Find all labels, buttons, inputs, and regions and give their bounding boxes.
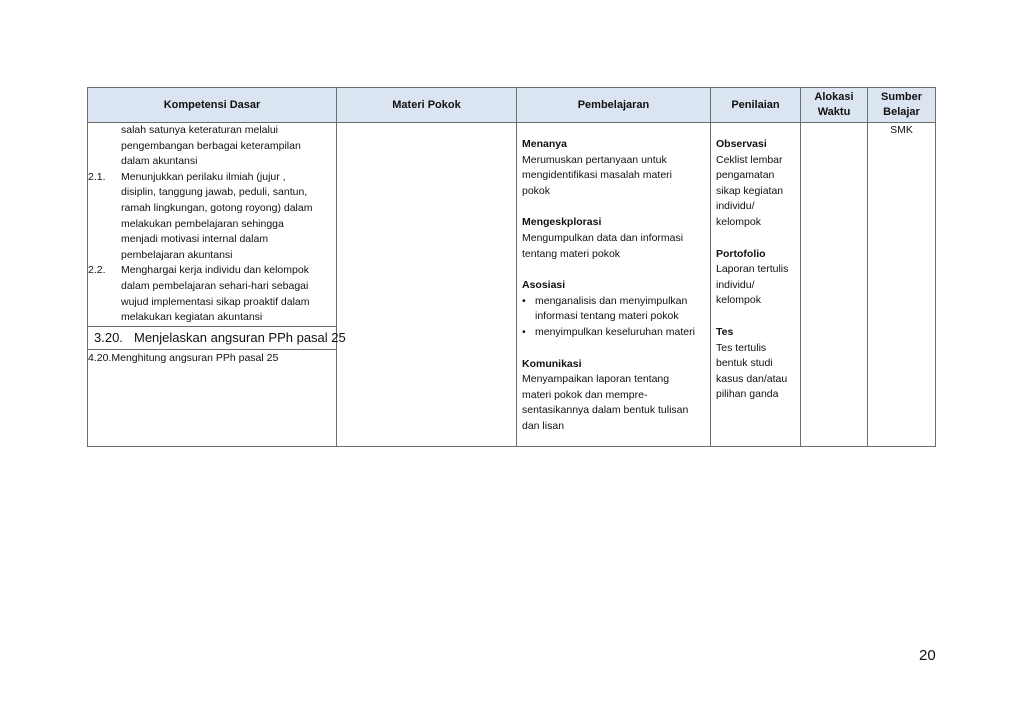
portofolio-title: Portofolio [716,247,766,260]
kd-continued-block [88,123,336,326]
eksplorasi-title: Mengeskplorasi [522,216,602,229]
komunikasi-line: sentasikannya dalam bentuk tulisan [522,404,689,417]
header-alokasi-line-2: Waktu [817,106,851,118]
asosiasi-title: Asosiasi [522,279,566,292]
kd-2-1-line [88,170,334,186]
asosiasi-bullet-cont: informasi tentang materi pokok [535,310,679,323]
eksplorasi-line: Mengumpulkan data dan informasi [522,231,684,244]
kd-2-1-number: 2.1. [88,170,106,183]
penilaian-cell [711,123,801,447]
header-materi-pokok: Materi Pokok [337,88,517,123]
tes-line: Tes tertulis [716,341,767,354]
observasi-line: Ceklist lembar [716,153,783,166]
kd-cont-line: salah satunya keteraturan melalui [121,124,279,136]
kd-2-1-line: pembelajaran akuntansi [121,248,233,261]
tes-line: kasus dan/atau [716,372,788,385]
menanya-line: pokok [522,184,551,197]
kd-4-20: 4.20.Menghitung angsuran PPh pasal 25 [88,351,279,364]
pembelajaran-content [517,123,710,435]
alokasi-waktu-cell [801,123,868,447]
curriculum-table [87,87,936,447]
header-alokasi-line-1: Alokasi [814,91,854,103]
kd-2-2-line [88,263,334,279]
komunikasi-line: dan lisan [522,419,565,432]
observasi-line: sikap kegiatan [716,184,784,197]
sumber-belajar-cell [868,123,936,447]
menanya-title: Menanya [522,138,567,150]
observasi-line: kelompok [716,215,761,228]
kd-2-2-line: melakukan kegiatan akuntansi [121,311,263,324]
bullet-icon: • [522,325,526,338]
page-number: 20 [919,647,936,664]
kd-2-1-text: Menunjukkan perilaku ilmiah (jujur , [121,170,286,183]
header-sumber-line-2: Belajar [883,106,920,118]
spacer [716,309,800,325]
table-row [88,123,936,447]
asosiasi-bullet-item [522,325,710,341]
kd-cont-line: pengembangan berbagai keterampilan [121,139,301,152]
kd-3-20-number: 3.20. [94,329,123,345]
komunikasi-line: Menyampaikan laporan tentang [522,373,670,386]
kd-3-20-text: Menjelaskan angsuran PPh pasal 25 [134,329,346,345]
kd-2-1-line: ramah lingkungan, gotong royong) dalam [121,201,313,214]
header-sumber-line-1: Sumber [881,91,922,103]
kd-3-20 [88,326,346,350]
komunikasi-title: Komunikasi [522,357,582,370]
kd-2-2-line: dalam pembelajaran sehari-hari sebagai [121,279,309,292]
sumber-belajar-value: SMK [890,124,913,136]
spacer [522,262,710,278]
kompetensi-dasar-cell [88,123,346,447]
spacer [716,231,800,247]
asosiasi-bullet-item [522,294,710,310]
kd-2-2-line: wujud implementasi sikap proaktif dalam [121,295,310,308]
penilaian-content [711,123,800,403]
pembelajaran-cell [517,123,711,447]
portofolio-line: kelompok [716,294,761,307]
header-penilaian: Penilaian [711,88,801,123]
asosiasi-bullet-text: menyimpulkan keseluruhan materi [535,325,695,338]
portofolio-line: Laporan tertulis [716,263,789,276]
kd-2-1-line: melakukan pembelajaran sehingga [121,217,284,230]
table-header-row [88,88,936,123]
bullet-icon: • [522,294,526,307]
header-alokasi-waktu [801,88,868,123]
kd-2-2-text: Menghargai kerja individu dan kelompok [121,264,309,277]
tes-line: bentuk studi [716,357,773,370]
menanya-line: Merumuskan pertanyaan untuk [522,153,667,166]
komunikasi-line: materi pokok dan mempre- [522,388,648,401]
menanya-line: mengidentifikasi masalah materi [522,169,672,182]
eksplorasi-line: tentang materi pokok [522,247,621,260]
header-sumber-belajar [868,88,936,123]
kd-2-1-line: disiplin, tanggung jawab, peduli, santun, [121,186,308,199]
kd-cont-line: dalam akuntansi [121,155,198,168]
kd-2-1-line: menjadi motivasi internal dalam [121,233,269,246]
tes-line: pilihan ganda [716,388,779,401]
tes-title: Tes [716,325,734,338]
spacer [522,199,710,215]
portofolio-line: individu/ [716,278,755,291]
observasi-title: Observasi [716,138,767,150]
asosiasi-bullet-text: menganalisis dan menyimpulkan [535,294,688,307]
header-kompetensi-dasar: Kompetensi Dasar [88,88,337,123]
spacer [522,341,710,357]
observasi-line: individu/ [716,200,755,213]
materi-pokok-cell [337,123,517,447]
kd-2-2-number: 2.2. [88,264,106,277]
header-pembelajaran: Pembelajaran [517,88,711,123]
observasi-line: pengamatan [716,169,775,182]
